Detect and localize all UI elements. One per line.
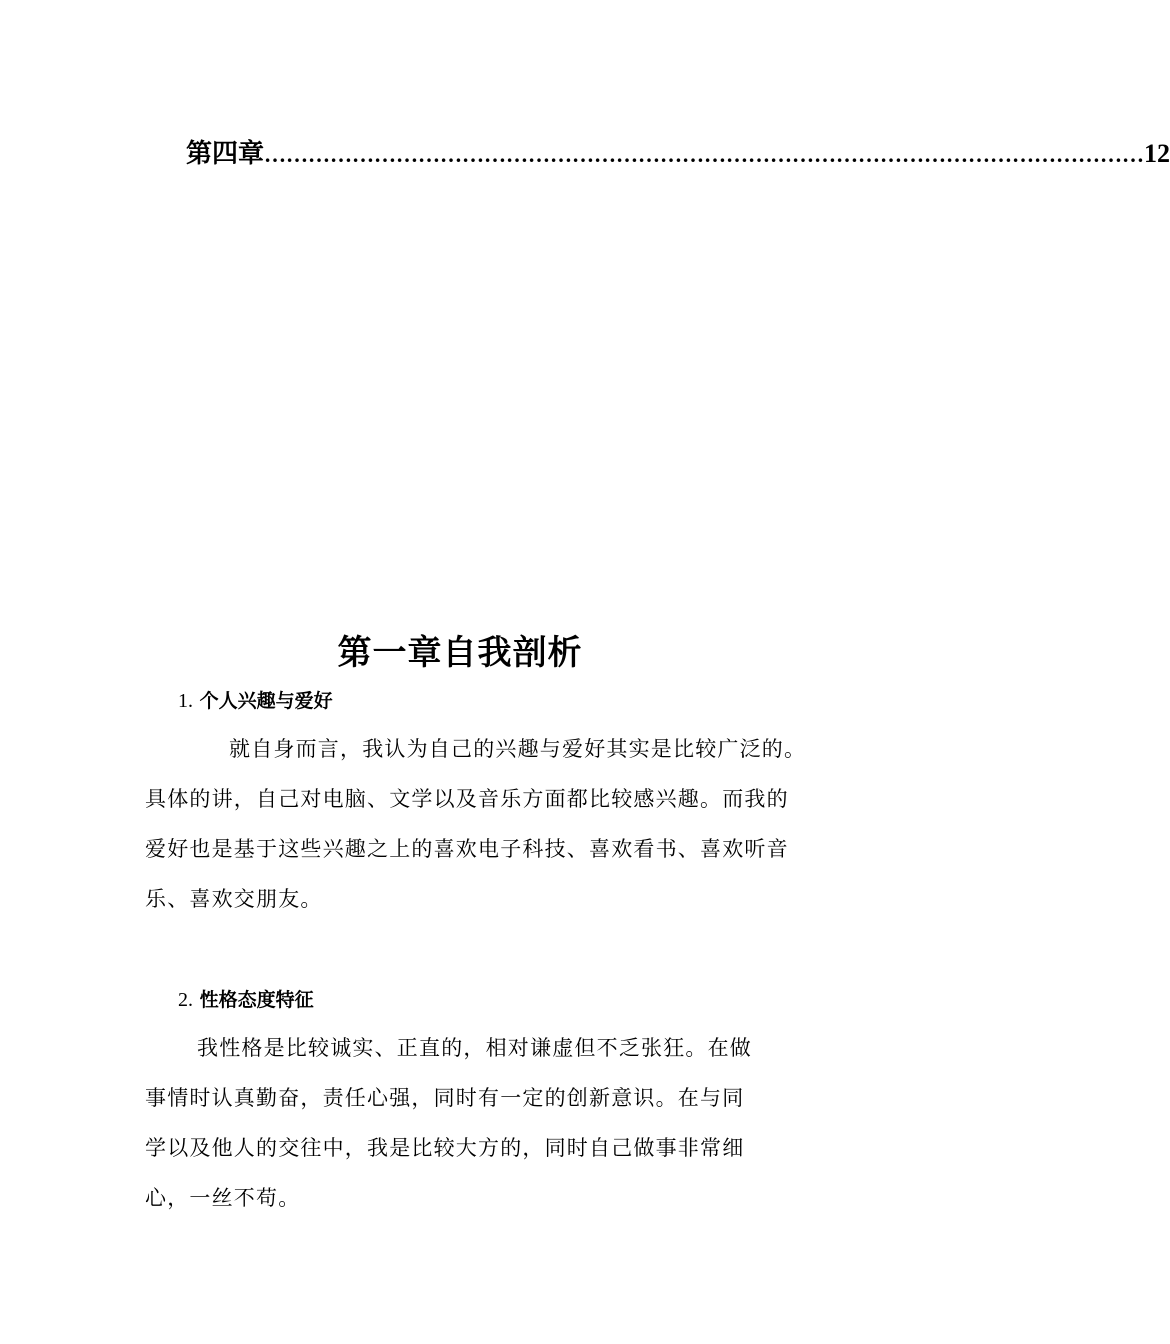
paragraph-personality: [145, 1023, 835, 1223]
toc-leader-dots: …………………………………………………………………………………………………………: [264, 142, 1145, 167]
section-number: 1.: [178, 690, 193, 712]
section-heading-personality: [178, 985, 314, 1012]
chapter-title: 第一章自我剖析: [337, 633, 583, 673]
paragraph-line: 心，一丝不苟。: [145, 1186, 301, 1210]
paragraph-line: 就自身而言，我认为自己的兴趣与爱好其实是比较广泛的。: [229, 737, 807, 761]
toc-entry-chapter-4[interactable]: [186, 133, 1170, 169]
section-number: 2.: [178, 989, 193, 1011]
toc-page-number: 12: [1144, 139, 1170, 168]
paragraph-line: 学以及他人的交往中，我是比较大方的，同时自己做事非常细: [145, 1136, 745, 1160]
paragraph-line: 具体的讲，自己对电脑、文学以及音乐方面都比较感兴趣。而我的: [145, 787, 789, 811]
section-heading-interests: [178, 686, 333, 713]
section-title: 性格态度特征: [199, 989, 314, 1011]
paragraph-line: 事情时认真勤奋，责任心强，同时有一定的创新意识。在与同: [145, 1086, 745, 1110]
paragraph-line: 乐、喜欢交朋友。: [145, 887, 323, 911]
toc-entry-label: 第四章: [186, 139, 265, 169]
paragraph-line: 我性格是比较诚实、正直的，相对谦虚但不乏张狂。在做: [197, 1036, 752, 1060]
paragraph-interests: [145, 724, 835, 924]
section-title: 个人兴趣与爱好: [199, 690, 333, 712]
paragraph-line: 爱好也是基于这些兴趣之上的喜欢电子科技、喜欢看书、喜欢听音: [145, 837, 789, 861]
